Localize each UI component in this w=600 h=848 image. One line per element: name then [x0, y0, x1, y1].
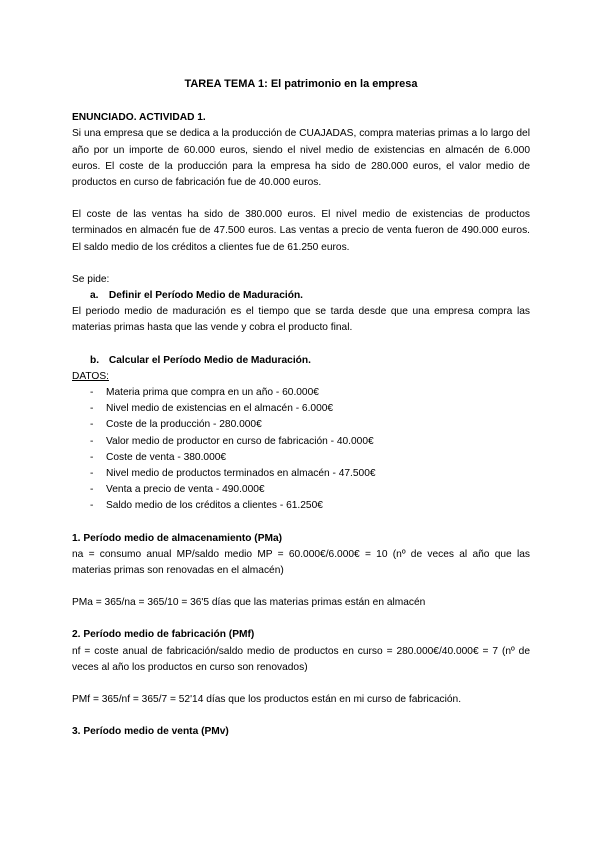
section-2-result: PMf = 365/nf = 365/7 = 52'14 días que los productos están en mi curso de fabricación. — [72, 694, 462, 706]
datos-item: - Coste de venta - 380.000€ — [72, 450, 530, 466]
datos-list — [72, 385, 530, 515]
datos-item: - Coste de la producción - 280.000€ — [72, 417, 530, 433]
datos-item: - Materia prima que compra en un año - 60.000€ — [72, 385, 530, 401]
datos-item: - Saldo medio de los créditos a clientes - 61.250€ — [72, 498, 530, 514]
section-2-formula: nf = coste anual de fabricación/saldo medio de productos en curso = 280.000€/40.000€ = 7 (nº de veces al año los productos en curso son renovados) — [72, 645, 530, 673]
datos-item: - Valor medio de productor en curso de fabricación - 40.000€ — [72, 434, 530, 450]
enunciado-paragraph-2: El coste de las ventas ha sido de 380.000 euros. El nivel medio de existencias de productos terminados en almacén fue de 47.500 euros. Las ventas a precio de venta fueron de 490.000 euros. El saldo medio de los créditos a clientes fue de 61.250 euros. — [72, 209, 530, 253]
document-body — [72, 76, 530, 741]
part-a-marker: a. — [90, 290, 99, 302]
document-title: TAREA TEMA 1: El patrimonio en la empresa — [184, 78, 418, 90]
section-2-heading: 2. Período medio de fabricación (PMf) — [72, 629, 255, 641]
section-3-heading: 3. Período medio de venta (PMv) — [72, 726, 229, 738]
datos-item: - Venta a precio de venta - 490.000€ — [72, 482, 530, 498]
part-b-label: Calcular el Período Medio de Maduración. — [108, 354, 311, 366]
part-a-heading — [72, 288, 530, 304]
section-1-formula: na = consumo anual MP/saldo medio MP = 60.000€/6.000€ = 10 (nº de veces al año que las materias primas son renovadas en el almacén) — [72, 548, 530, 577]
section-1-heading: 1. Período medio de almacenamiento (PMa) — [72, 532, 283, 544]
enunciado-heading: ENUNCIADO. ACTIVIDAD 1. — [72, 112, 206, 124]
enunciado-paragraph-1: Si una empresa que se dedica a la producción de CUAJADAS, compra materias primas a lo largo del año por un importe de 60.000 euros, siendo el nivel medio de existencias en almacén de 6.000 euros. El coste de la producción para la empresa ha sido de 280.000 euros, el valor medio de productos en curso de fabricación fue de 40.000 euros. — [72, 128, 530, 189]
datos-item: - Nivel medio de existencias en el almacén - 6.000€ — [72, 401, 530, 417]
se-pide-label: Se pide: — [72, 273, 110, 285]
datos-heading: DATOS: — [72, 370, 109, 382]
datos-item: - Nivel medio de productos terminados en almacén - 47.500€ — [72, 466, 530, 482]
part-b-marker: b. — [90, 354, 100, 366]
section-1-result: PMa = 365/na = 365/10 = 36'5 días que las materias primas están en almacén — [72, 597, 426, 609]
part-b-heading — [72, 353, 530, 369]
part-a-text: El periodo medio de maduración es el tiempo que se tarda desde que una empresa compra las materias primas hasta que las vende y cobra el producto final. — [72, 306, 530, 334]
part-a-label: Definir el Período Medio de Maduración. — [108, 290, 303, 302]
